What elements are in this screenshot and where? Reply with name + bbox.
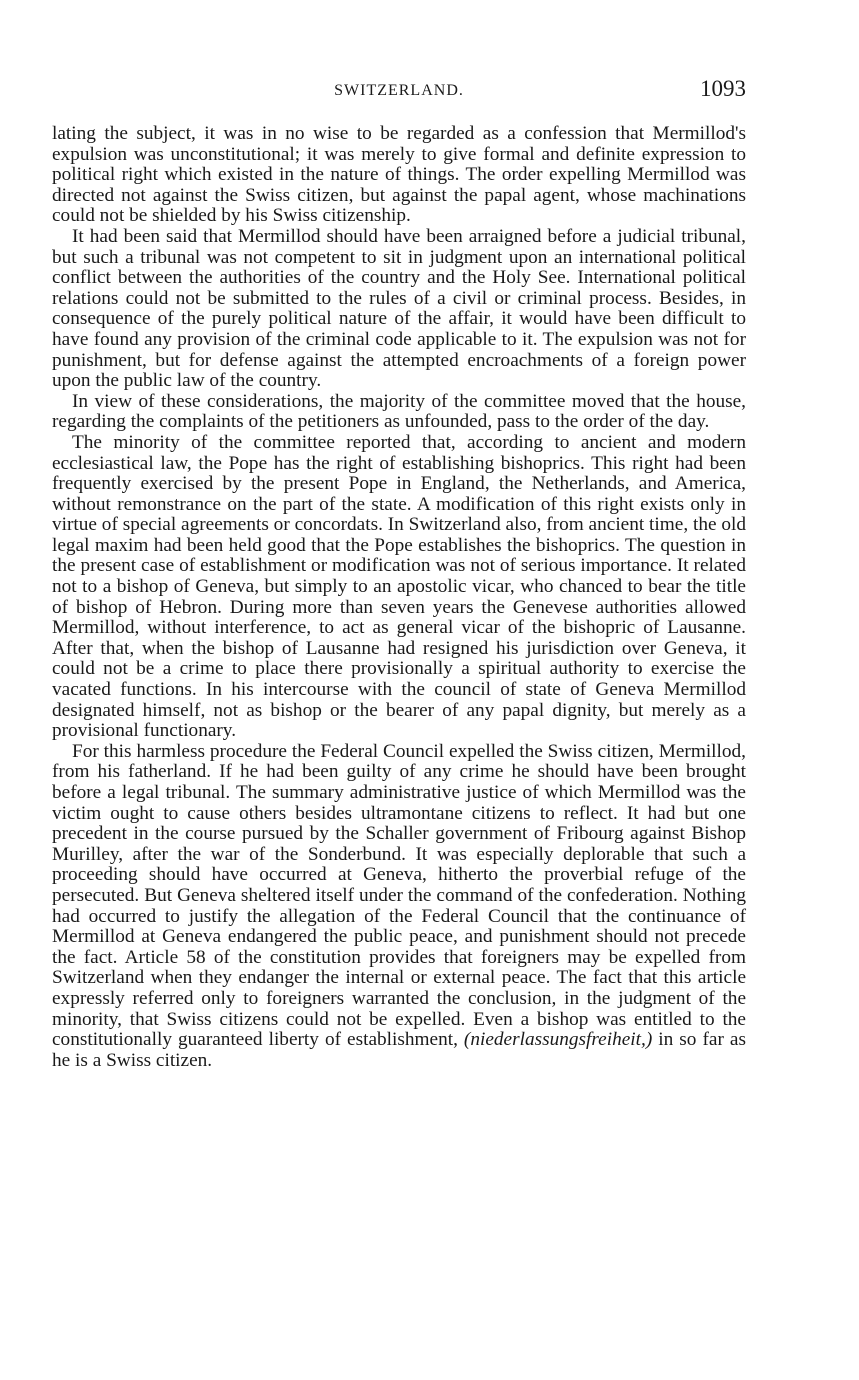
paragraph-expulsion-tail: in so far as he is a Swiss citizen. [52,1029,746,1071]
paragraph-continuation: lating the subject, it was in no wise to be regarded as a confession that Mermillod's expulsion was unconstitutional; it was merely to give formal and definite expression to political right which existed in the nature of things. The order expelling Mermillod was directed not against the Swiss citizen, but against the papal agent, whose machinations could not be shielded by his Swiss citizenship. [52,123,746,227]
paragraph-minority: The minority of the committee reported that, according to ancient and modern ecclesiastical law, the Pope has the right of establishing bishoprics. This right had been frequently exercised by the present Pope in England, the Netherlands, and America, without remonstrance on the part of the state. A modification of this right exists only in virtue of special agreements or concordats. In Switzerland also, from ancient time, the old legal maxim had been held good that the Pope establishes the bishoprics. The question in the present case of establishment or modification was not of serious importance. It related not to a bishop of Geneva, but simply to an apostolic vicar, who chanced to bear the title of bishop of Hebron. During more than seven years the Genevese authorities allowed Mermillod, without interference, to act as general vicar of the bishopric of Lausanne. After that, when the bishop of Lausanne had resigned his jurisdiction over Geneva, it could not be a crime to place there provisionally a spiritual authority to exercise the vacated functions. In his intercourse with the council of state of Geneva Mermillod designated himself, not as bishop or the bearer of any papal dignity, but merely as a provisional functionary. [52,431,746,742]
page-number: 1093 [700,76,746,101]
italic-term: (niederlassungsfreiheit,) [463,1029,653,1051]
paragraph-expulsion-text: For this harmless procedure the Federal Council expelled the Swiss citizen, Mermillod, from his fatherland. If he had been guilty of any crime he should have been brought before a legal tribunal. The summary administrative justice of which Mermillod was the victim ought to cause others besides ultramontane citizens to reflect. It had but one precedent in the course pursued by the Schaller government of Fribourg against Bishop Murilley, after the war of the Sonderbund. It was especially deplorable that such a proceeding should have occurred at Geneva, hitherto the proverbial refuge of the persecuted. But Geneva sheltered itself under the command of the confederation. Nothing had occurred to justify the allegation of the Federal Council that the continuance of Mermillod at Geneva endangered the public peace, and punishment should not precede the fact. Article 58 of the constitution provides that foreigners may be expelled from Switzerland when they endanger the internal or external peace. The fact that this article expressly referred only to foreigners warranted the conclusion, in the judgment of the minority, that Swiss citizens could not be expelled. Even a bishop was entitled to the constitutionally guaranteed liberty of establishment, [52,740,746,1051]
document-page [52,76,746,1071]
paragraph-tribunal: It had been said that Mermillod should have been arraigned before a judicial tribunal, but such a tribunal was not competent to sit in judgment upon an international political conflict between the authorities of the country and the Holy See. International political relations could not be submitted to the rules of a civil or criminal process. Besides, in consequence of the purely political nature of the affair, it would have been difficult to have found any provision of the criminal code applicable to it. The expulsion was not for punishment, but for defense against the attempted encroachments of a foreign power upon the public law of the country. [52,225,746,392]
page-header [52,76,746,110]
paragraph-majority: In view of these considerations, the majority of the committee moved that the house, regarding the complaints of the petitioners as unfounded, pass to the order of the day. [52,390,746,433]
body-text [52,124,746,1071]
running-head: SWITZERLAND. [334,82,464,99]
paragraph-expulsion [52,742,746,1072]
